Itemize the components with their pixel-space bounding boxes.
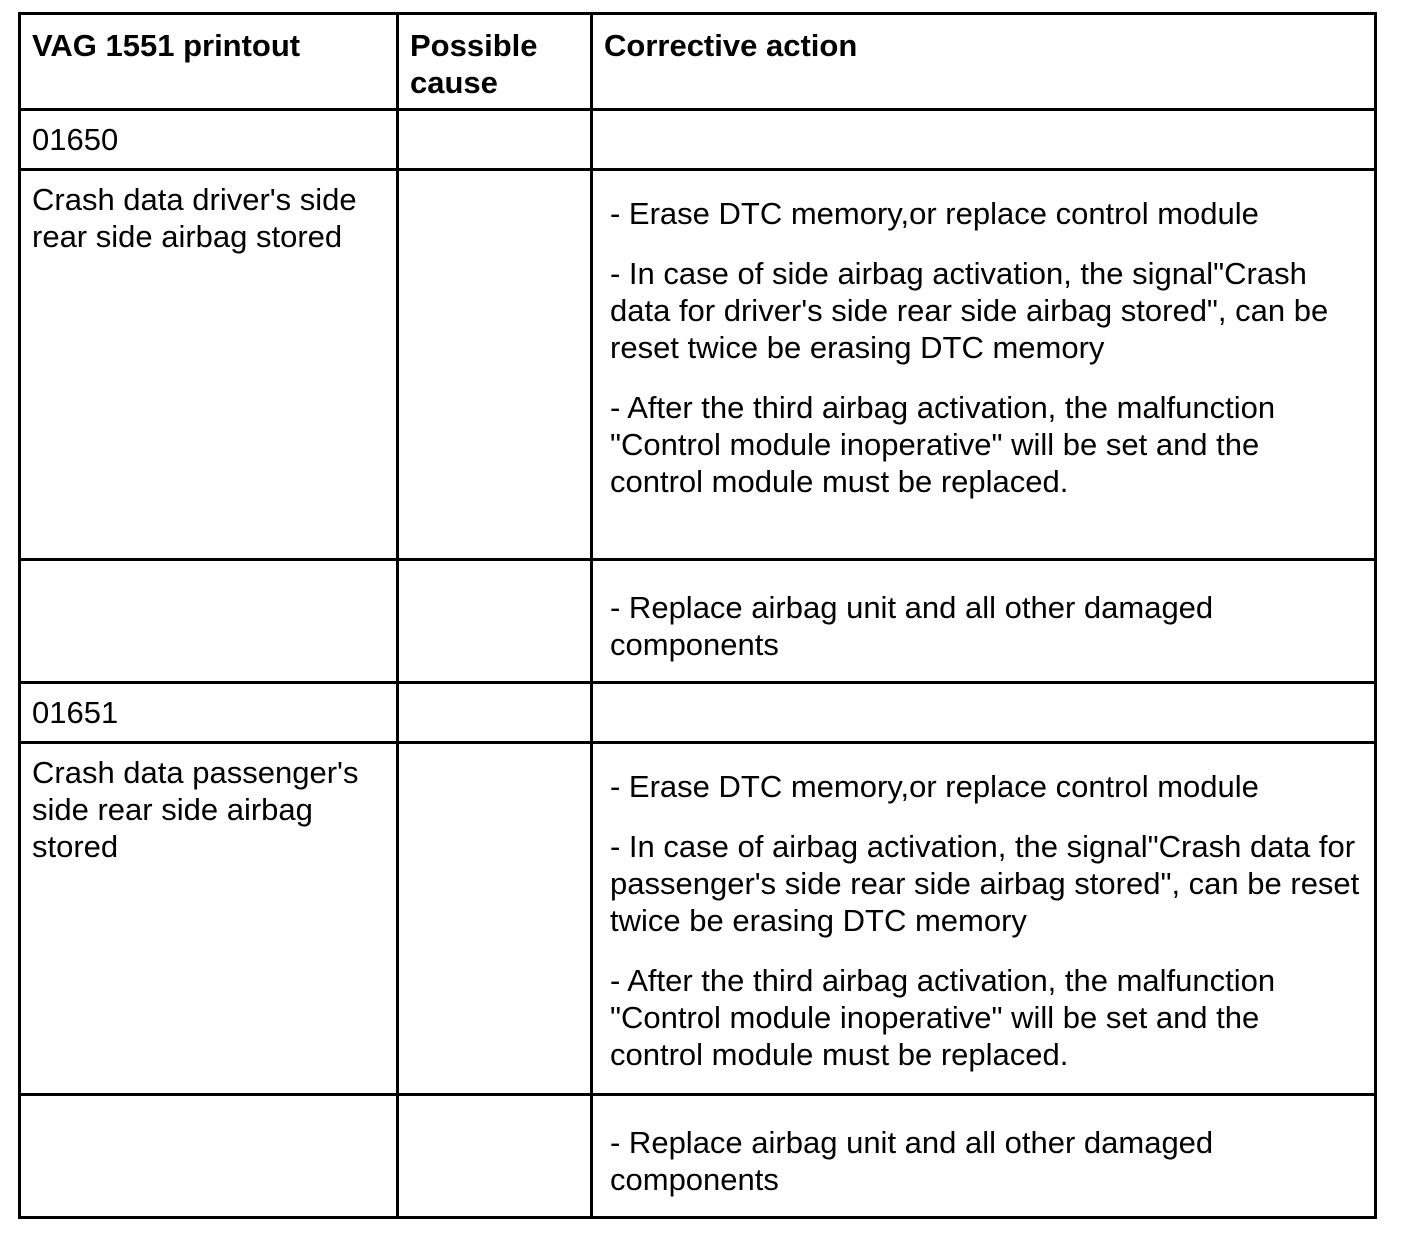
table-row-code-01650 bbox=[20, 110, 1376, 170]
corrective-action-list bbox=[592, 743, 1376, 1095]
action-item: - Replace airbag unit and all other damaged components bbox=[592, 1095, 1376, 1218]
action-item: - Erase DTC memory,or replace control module bbox=[610, 196, 1259, 231]
dtc-code: 01650 bbox=[20, 110, 398, 170]
cause-cell bbox=[398, 1095, 592, 1218]
printout-cell bbox=[20, 1095, 398, 1218]
table-row bbox=[20, 170, 1376, 560]
cause-cell bbox=[398, 110, 592, 170]
corrective-action-list bbox=[592, 170, 1376, 560]
cause-cell bbox=[398, 560, 592, 683]
action-item: - Erase DTC memory,or replace control module bbox=[610, 769, 1259, 804]
action-cell bbox=[592, 683, 1376, 743]
action-item: - After the third airbag activation, the malfunction "Control module inoperative" will be set and the control module must be replaced. bbox=[610, 963, 1276, 1072]
action-cell bbox=[592, 110, 1376, 170]
header-printout: VAG 1551 printout bbox=[20, 14, 398, 110]
header-possible-cause: Possible cause bbox=[398, 14, 592, 110]
action-item: - In case of airbag activation, the signal"Crash data for passenger's side rear side airbag stored", can be reset twice be erasing DTC memory bbox=[610, 829, 1360, 938]
cause-cell bbox=[398, 683, 592, 743]
action-item: - Replace airbag unit and all other damaged components bbox=[592, 560, 1376, 683]
table-row bbox=[20, 743, 1376, 1095]
printout-cell bbox=[20, 560, 398, 683]
cause-cell bbox=[398, 170, 592, 560]
table-row-code-01651 bbox=[20, 683, 1376, 743]
printout-text: Crash data driver's side rear side airbag stored bbox=[20, 170, 398, 560]
header-corrective-action: Corrective action bbox=[592, 14, 1376, 110]
action-item: - After the third airbag activation, the malfunction "Control module inoperative" will be set and the control module must be replaced. bbox=[610, 390, 1276, 499]
printout-text: Crash data passenger's side rear side airbag stored bbox=[20, 743, 398, 1095]
dtc-code: 01651 bbox=[20, 683, 398, 743]
action-item: - In case of side airbag activation, the signal"Crash data for driver's side rear side airbag stored", can be reset twice be erasing DTC memory bbox=[610, 256, 1329, 365]
cause-cell bbox=[398, 743, 592, 1095]
table-row bbox=[20, 1095, 1376, 1218]
table-row bbox=[20, 560, 1376, 683]
table-header-row bbox=[20, 14, 1376, 110]
dtc-table bbox=[18, 12, 1377, 1219]
